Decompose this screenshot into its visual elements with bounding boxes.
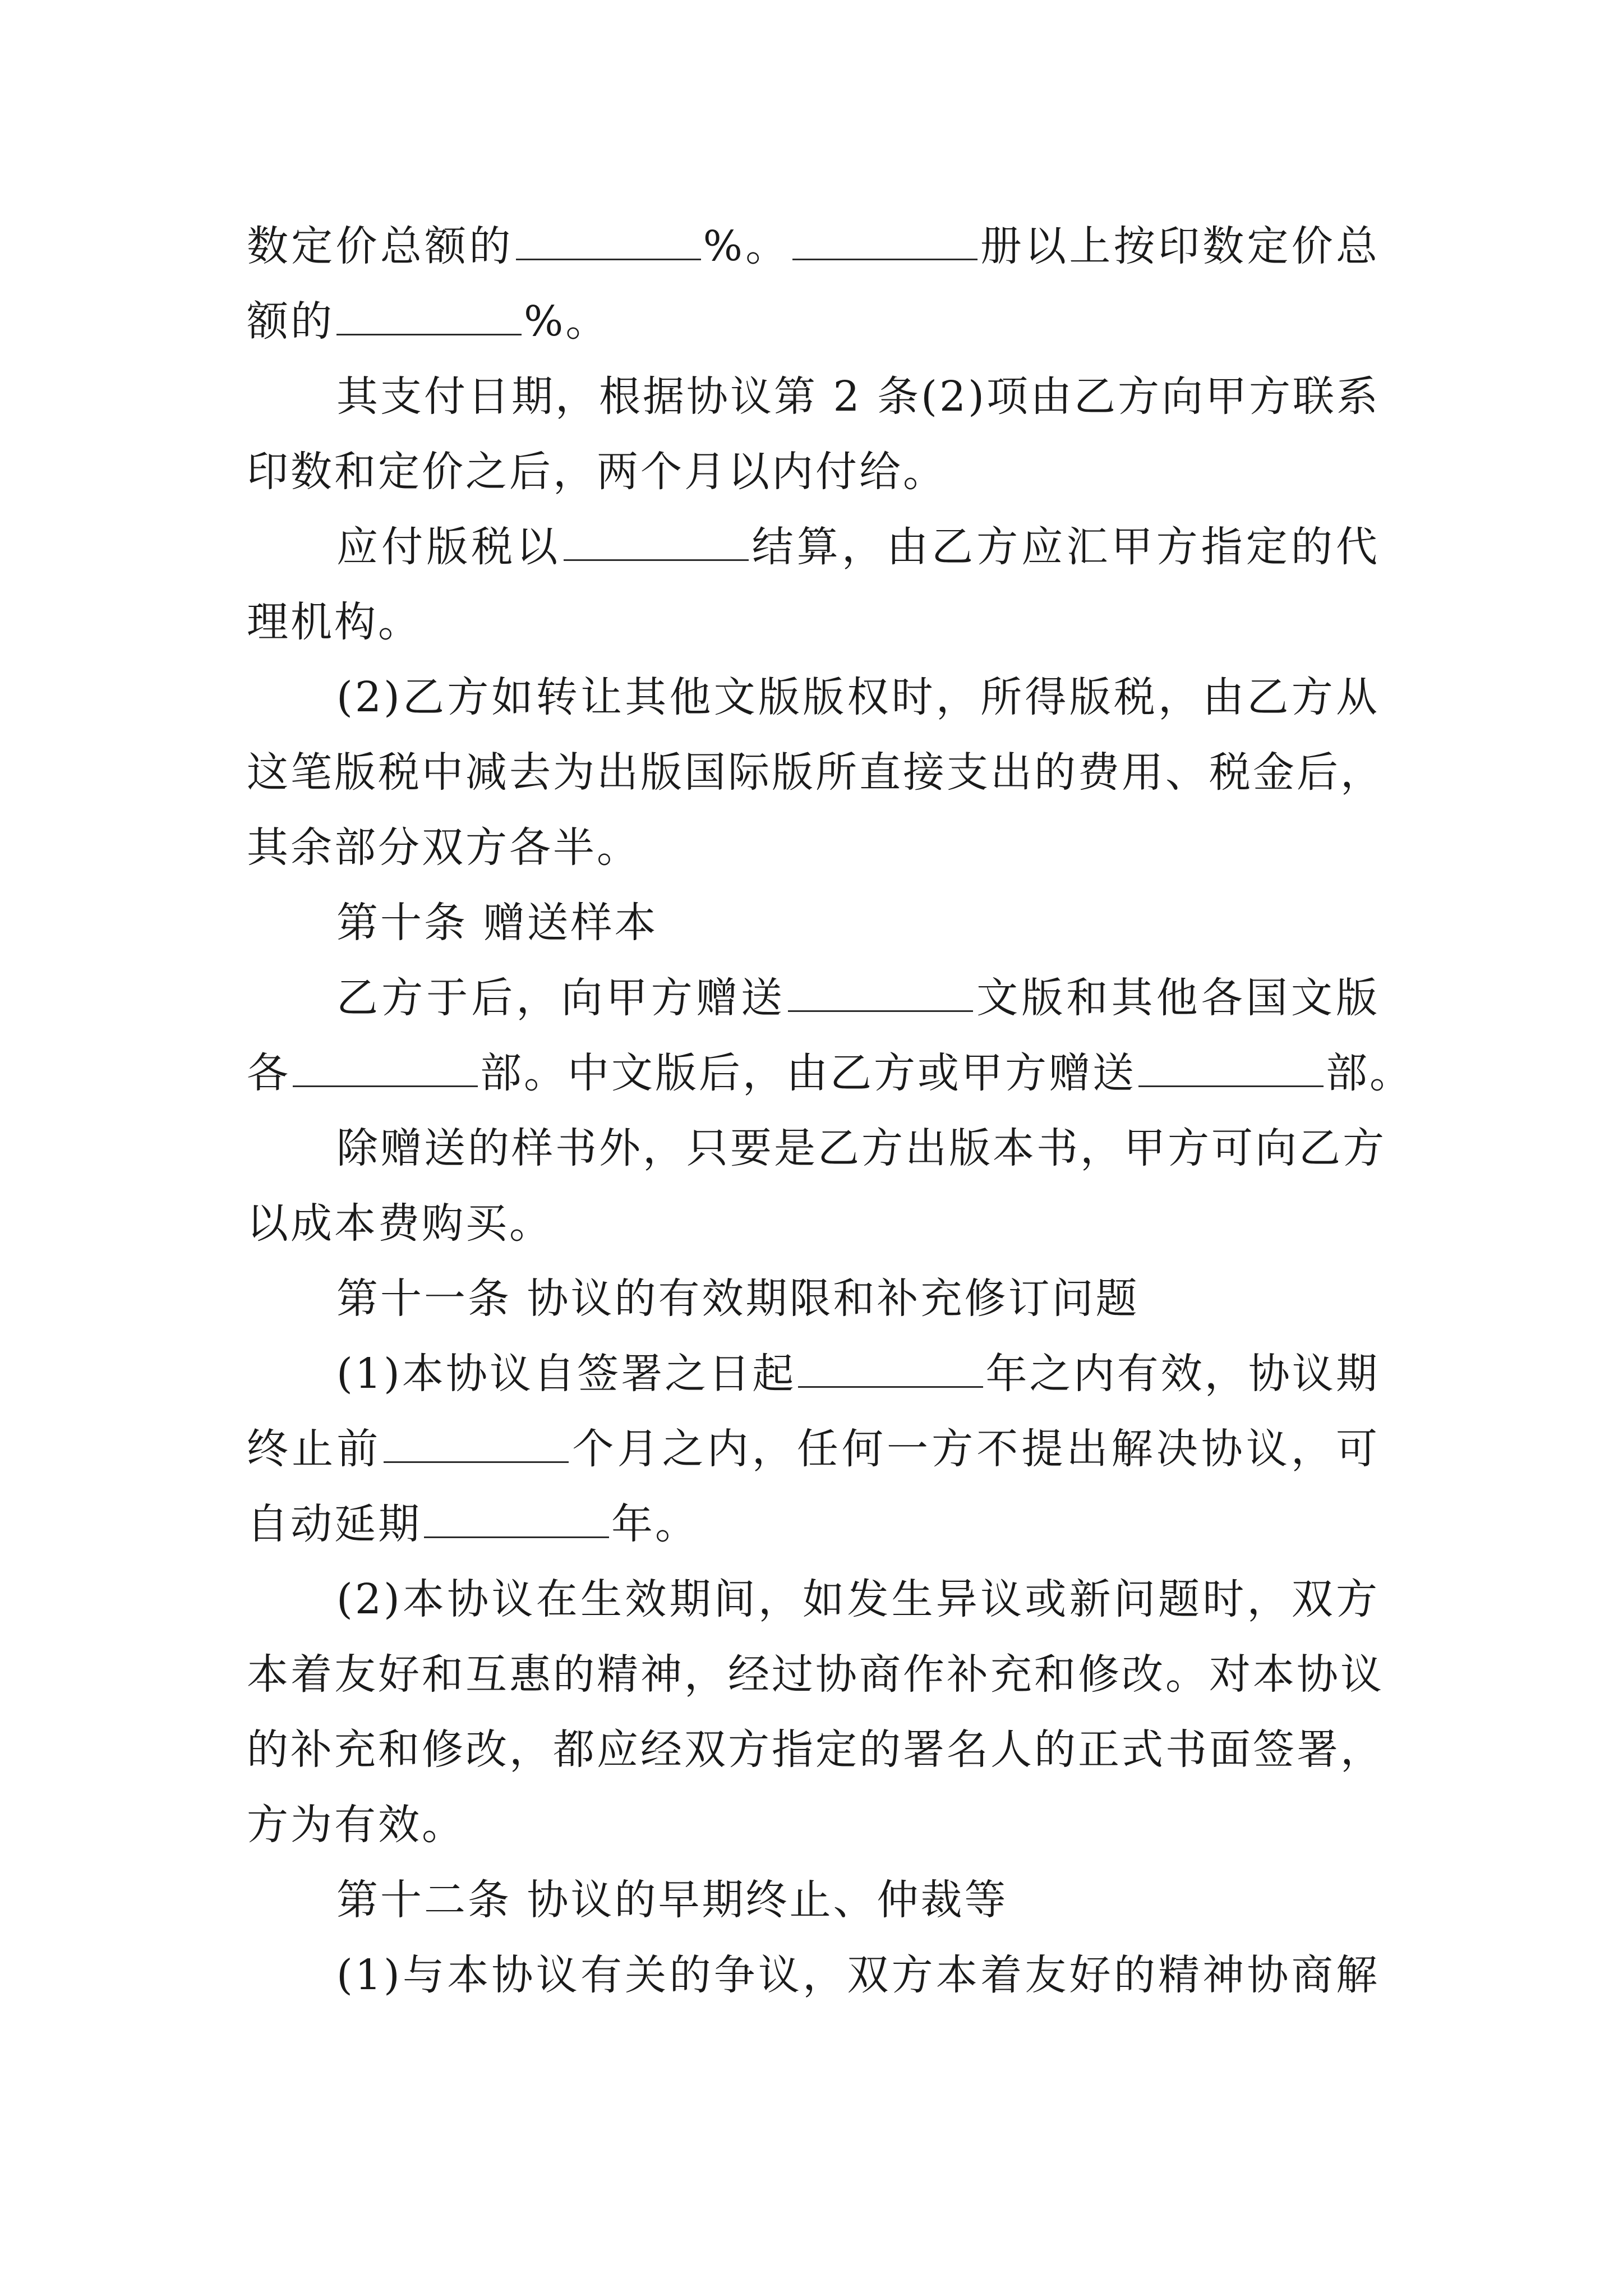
- text-segment: 额的: [247, 297, 334, 346]
- text-segment: (1)本协议自签署之日起: [336, 1350, 796, 1398]
- text-segment: 印数和定价之后，两个月以内付给。: [247, 448, 947, 496]
- text-segment: 年之内有效，协议期: [985, 1350, 1380, 1398]
- text-line: [247, 810, 1380, 885]
- text-segment: 这笔版税中减去为出版国际版所直接支出的费用、税金后，: [247, 748, 1384, 797]
- text-line: [247, 885, 1380, 960]
- text-line: [247, 509, 1380, 585]
- text-line: [247, 1336, 1380, 1411]
- text-segment: 个月之内，任何一方不提出解决协议，可: [571, 1425, 1380, 1473]
- text-line: [247, 1637, 1384, 1712]
- text-segment: %。: [703, 222, 790, 270]
- fill-in-blank: [788, 1009, 973, 1012]
- text-line: [247, 1111, 1386, 1186]
- text-segment: 本着友好和互惠的精神，经过协商作补充和修改。对本协议: [247, 1650, 1384, 1699]
- text-segment: 终止前: [247, 1425, 382, 1473]
- text-segment: 部。: [1326, 1049, 1413, 1097]
- text-line: [247, 585, 1380, 660]
- paragraph: [247, 660, 1384, 885]
- text-line: [247, 1411, 1380, 1487]
- document-body: [247, 209, 1413, 2013]
- text-line: [247, 1712, 1384, 1787]
- text-line: [247, 209, 1380, 284]
- fill-in-blank: [564, 558, 749, 561]
- text-segment: 应付版税以: [336, 523, 561, 571]
- text-segment: 的补充和修改，都应经双方指定的署名人的正式书面签署，: [247, 1726, 1384, 1774]
- fill-in-blank: [1138, 1084, 1324, 1087]
- fill-in-blank: [798, 1385, 983, 1388]
- text-segment: 结算，由乙方应汇甲方指定的代: [750, 523, 1380, 571]
- text-line: [247, 1862, 1380, 1938]
- text-line: [247, 660, 1380, 735]
- text-line: [247, 1787, 1380, 1862]
- text-line: [247, 1261, 1380, 1336]
- text-segment: %。: [524, 297, 610, 346]
- fill-in-blank: [384, 1460, 569, 1463]
- text-segment: 第十二条 协议的早期终止、仲裁等: [336, 1876, 1008, 1924]
- fill-in-blank: [516, 257, 701, 260]
- text-segment: 理机构。: [247, 598, 422, 646]
- paragraph: [247, 509, 1380, 660]
- text-line: [247, 359, 1380, 434]
- paragraph: [247, 359, 1380, 509]
- text-line: [247, 1036, 1413, 1111]
- text-segment: 文版和其他各国文版: [975, 974, 1380, 1022]
- paragraph: [247, 1111, 1386, 1261]
- paragraph: [247, 209, 1380, 359]
- paragraph: [247, 1336, 1380, 1562]
- text-segment: 除赠送的样书外，只要是乙方出版本书，甲方可向乙方: [336, 1124, 1386, 1172]
- text-line: [247, 434, 1380, 509]
- text-segment: 自动延期: [247, 1500, 422, 1548]
- text-segment: (1)与本协议有关的争议，双方本着友好的精神协商解: [336, 1951, 1380, 1999]
- paragraph: [247, 885, 1380, 960]
- text-segment: 第十条 赠送样本: [336, 899, 658, 947]
- text-line: [247, 1938, 1380, 2013]
- fill-in-blank: [792, 257, 978, 260]
- text-segment: 第十一条 协议的有效期限和补充修订问题: [336, 1274, 1140, 1323]
- text-segment: (2)乙方如转让其他文版版权时，所得版税，由乙方从: [336, 673, 1380, 721]
- text-segment: 年。: [611, 1500, 699, 1548]
- paragraph: [247, 1261, 1380, 1336]
- text-segment: 其余部分双方各半。: [247, 823, 640, 872]
- text-line: [247, 1186, 1380, 1261]
- paragraph: [247, 1938, 1380, 2013]
- text-line: [247, 1487, 1380, 1562]
- fill-in-blank: [424, 1535, 609, 1538]
- text-line: [247, 1562, 1380, 1637]
- fill-in-blank: [293, 1084, 478, 1087]
- fill-in-blank: [336, 333, 522, 335]
- text-segment: 以成本费购买。: [247, 1199, 553, 1248]
- paragraph: [247, 960, 1413, 1111]
- paragraph: [247, 1862, 1380, 1938]
- text-segment: 其支付日期，根据协议第 2 条(2)项由乙方向甲方联系: [336, 372, 1380, 421]
- text-segment: 方为有效。: [247, 1801, 465, 1849]
- text-segment: 数定价总额的: [247, 222, 514, 270]
- text-segment: 乙方于后，向甲方赠送: [336, 974, 786, 1022]
- text-line: [247, 735, 1384, 810]
- paragraph: [247, 1562, 1384, 1862]
- text-segment: 部。中文版后，由乙方或甲方赠送: [480, 1049, 1136, 1097]
- text-segment: 各: [247, 1049, 291, 1097]
- text-segment: (2)本协议在生效期间，如发生异议或新问题时，双方: [336, 1575, 1380, 1623]
- text-segment: 册以上按印数定价总: [979, 222, 1380, 270]
- text-line: [247, 960, 1380, 1036]
- text-line: [247, 284, 1380, 359]
